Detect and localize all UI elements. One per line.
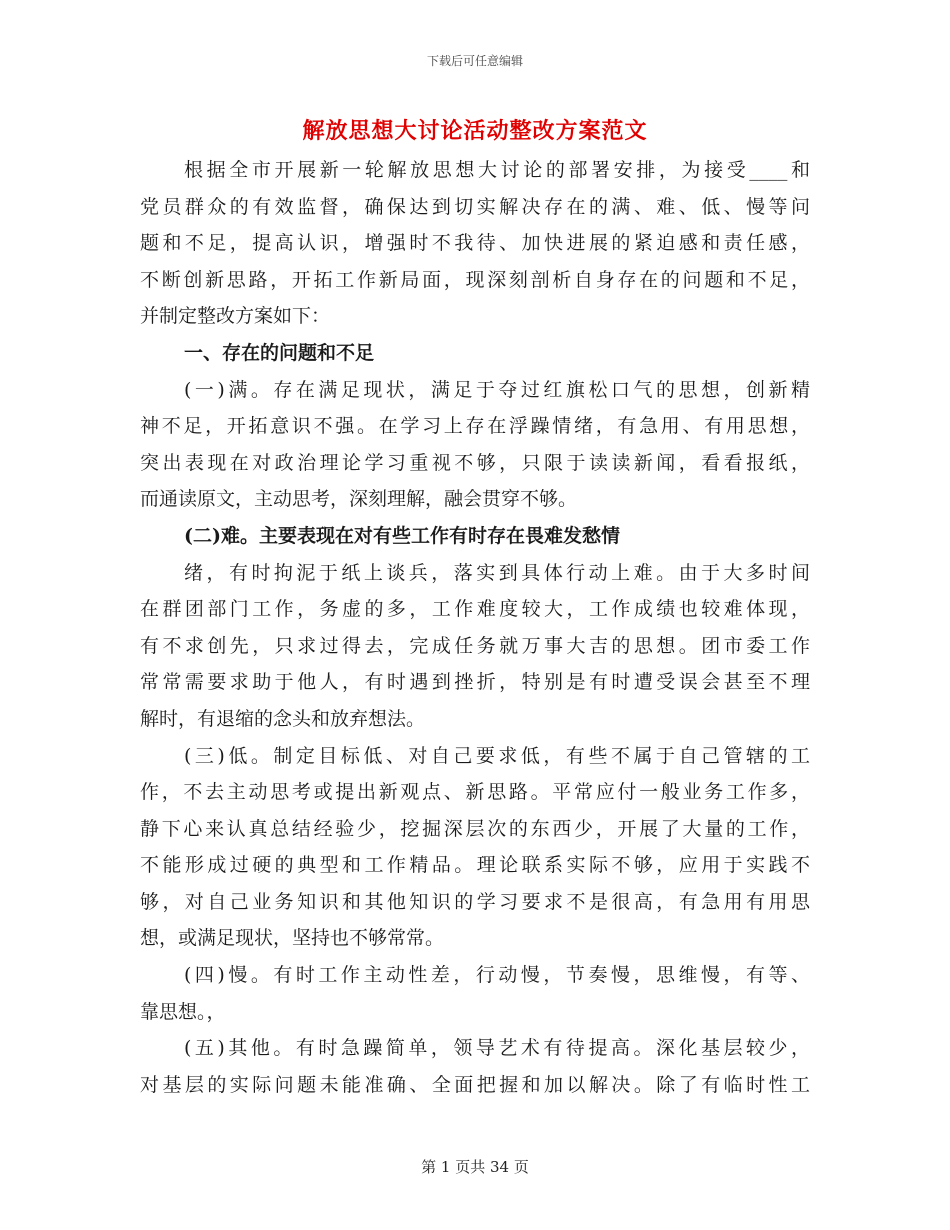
document-title: 解放思想大讨论活动整改方案范文 bbox=[302, 118, 648, 144]
body-text-line: (三)低。制定目标低、对自己要求低，有些不属于自己管辖的工 bbox=[184, 744, 810, 767]
body-text-line: (四)慢。有时工作主动性差，行动慢，节奏慢，思维慢，有等、 bbox=[184, 964, 810, 987]
body-text-line: 靠思想。， bbox=[140, 1000, 226, 1023]
body-text-line: 想，或满足现状，坚持也不够常常。 bbox=[140, 927, 445, 950]
body-text-line: 突出表现在对政治理论学习重视不够，只限于读读新闻，看看报纸， bbox=[140, 451, 810, 474]
body-text-line: 根据全市开展新一轮解放思想大讨论的部署安排，为接受____和 bbox=[184, 159, 810, 181]
body-text-line: 作，不去主动思考或提出新观点、新思路。平常应付一般业务工作多， bbox=[140, 781, 810, 804]
body-text-line: 在群团部门工作，务虚的多，工作难度较大，工作成绩也较难体现， bbox=[140, 598, 810, 621]
body-text-line: 绪，有时拘泥于纸上谈兵，落实到具体行动上难。由于大多时间 bbox=[184, 561, 810, 584]
body-text-line: 不能形成过硬的典型和工作精品。理论联系实际不够，应用于实践不 bbox=[140, 854, 810, 877]
body-text-line: 对基层的实际问题未能准确、全面把握和加以解决。除了有临时性工 bbox=[140, 1073, 810, 1096]
page-header-note: 下载后可任意编辑 bbox=[426, 54, 523, 68]
body-text-line: 党员群众的有效监督，确保达到切实解决存在的满、难、低、慢等问 bbox=[140, 195, 810, 218]
body-text-line: 神不足，开拓意识不强。在学习上存在浮躁情绪，有急用、有用思想， bbox=[140, 415, 810, 438]
body-text-line: (二)难。主要表现在对有些工作有时存在畏难发愁情 bbox=[184, 524, 620, 547]
document-body bbox=[140, 152, 810, 1103]
page-footer: 第 1 页共 34 页 bbox=[421, 1158, 529, 1176]
body-text-line: 不断创新思路，开拓工作新局面，现深刻剖析自身存在的问题和不足， bbox=[140, 268, 810, 291]
body-text-line: 而通读原文，主动思考，深刻理解，融会贯穿不够。 bbox=[140, 488, 578, 511]
body-text-line: 有不求创先，只求过得去，完成任务就万事大吉的思想。团市委工作 bbox=[140, 634, 810, 657]
body-text-line: 常常需要求助于他人，有时遇到挫折，特别是有时遭受误会甚至不理 bbox=[140, 671, 810, 694]
body-text-line: (一)满。存在满足现状，满足于夺过红旗松口气的思想，创新精 bbox=[184, 378, 810, 401]
body-text-line: 解时，有退缩的念头和放弃想法。 bbox=[140, 707, 426, 730]
body-text-line: (五)其他。有时急躁简单，领导艺术有待提高。深化基层较少， bbox=[184, 1037, 810, 1060]
body-text-line: 静下心来认真总结经验少，挖掘深层次的东西少，开展了大量的工作， bbox=[140, 817, 810, 840]
body-text-line: 够，对自己业务知识和其他知识的学习要求不是很高，有急用有用思 bbox=[140, 890, 810, 913]
body-text-line: 题和不足，提高认识，增强时不我待、加快进展的紧迫感和责任感， bbox=[140, 232, 810, 255]
body-text-line: 一、存在的问题和不足 bbox=[184, 341, 375, 364]
body-text-line: 并制定整改方案如下： bbox=[140, 305, 331, 328]
